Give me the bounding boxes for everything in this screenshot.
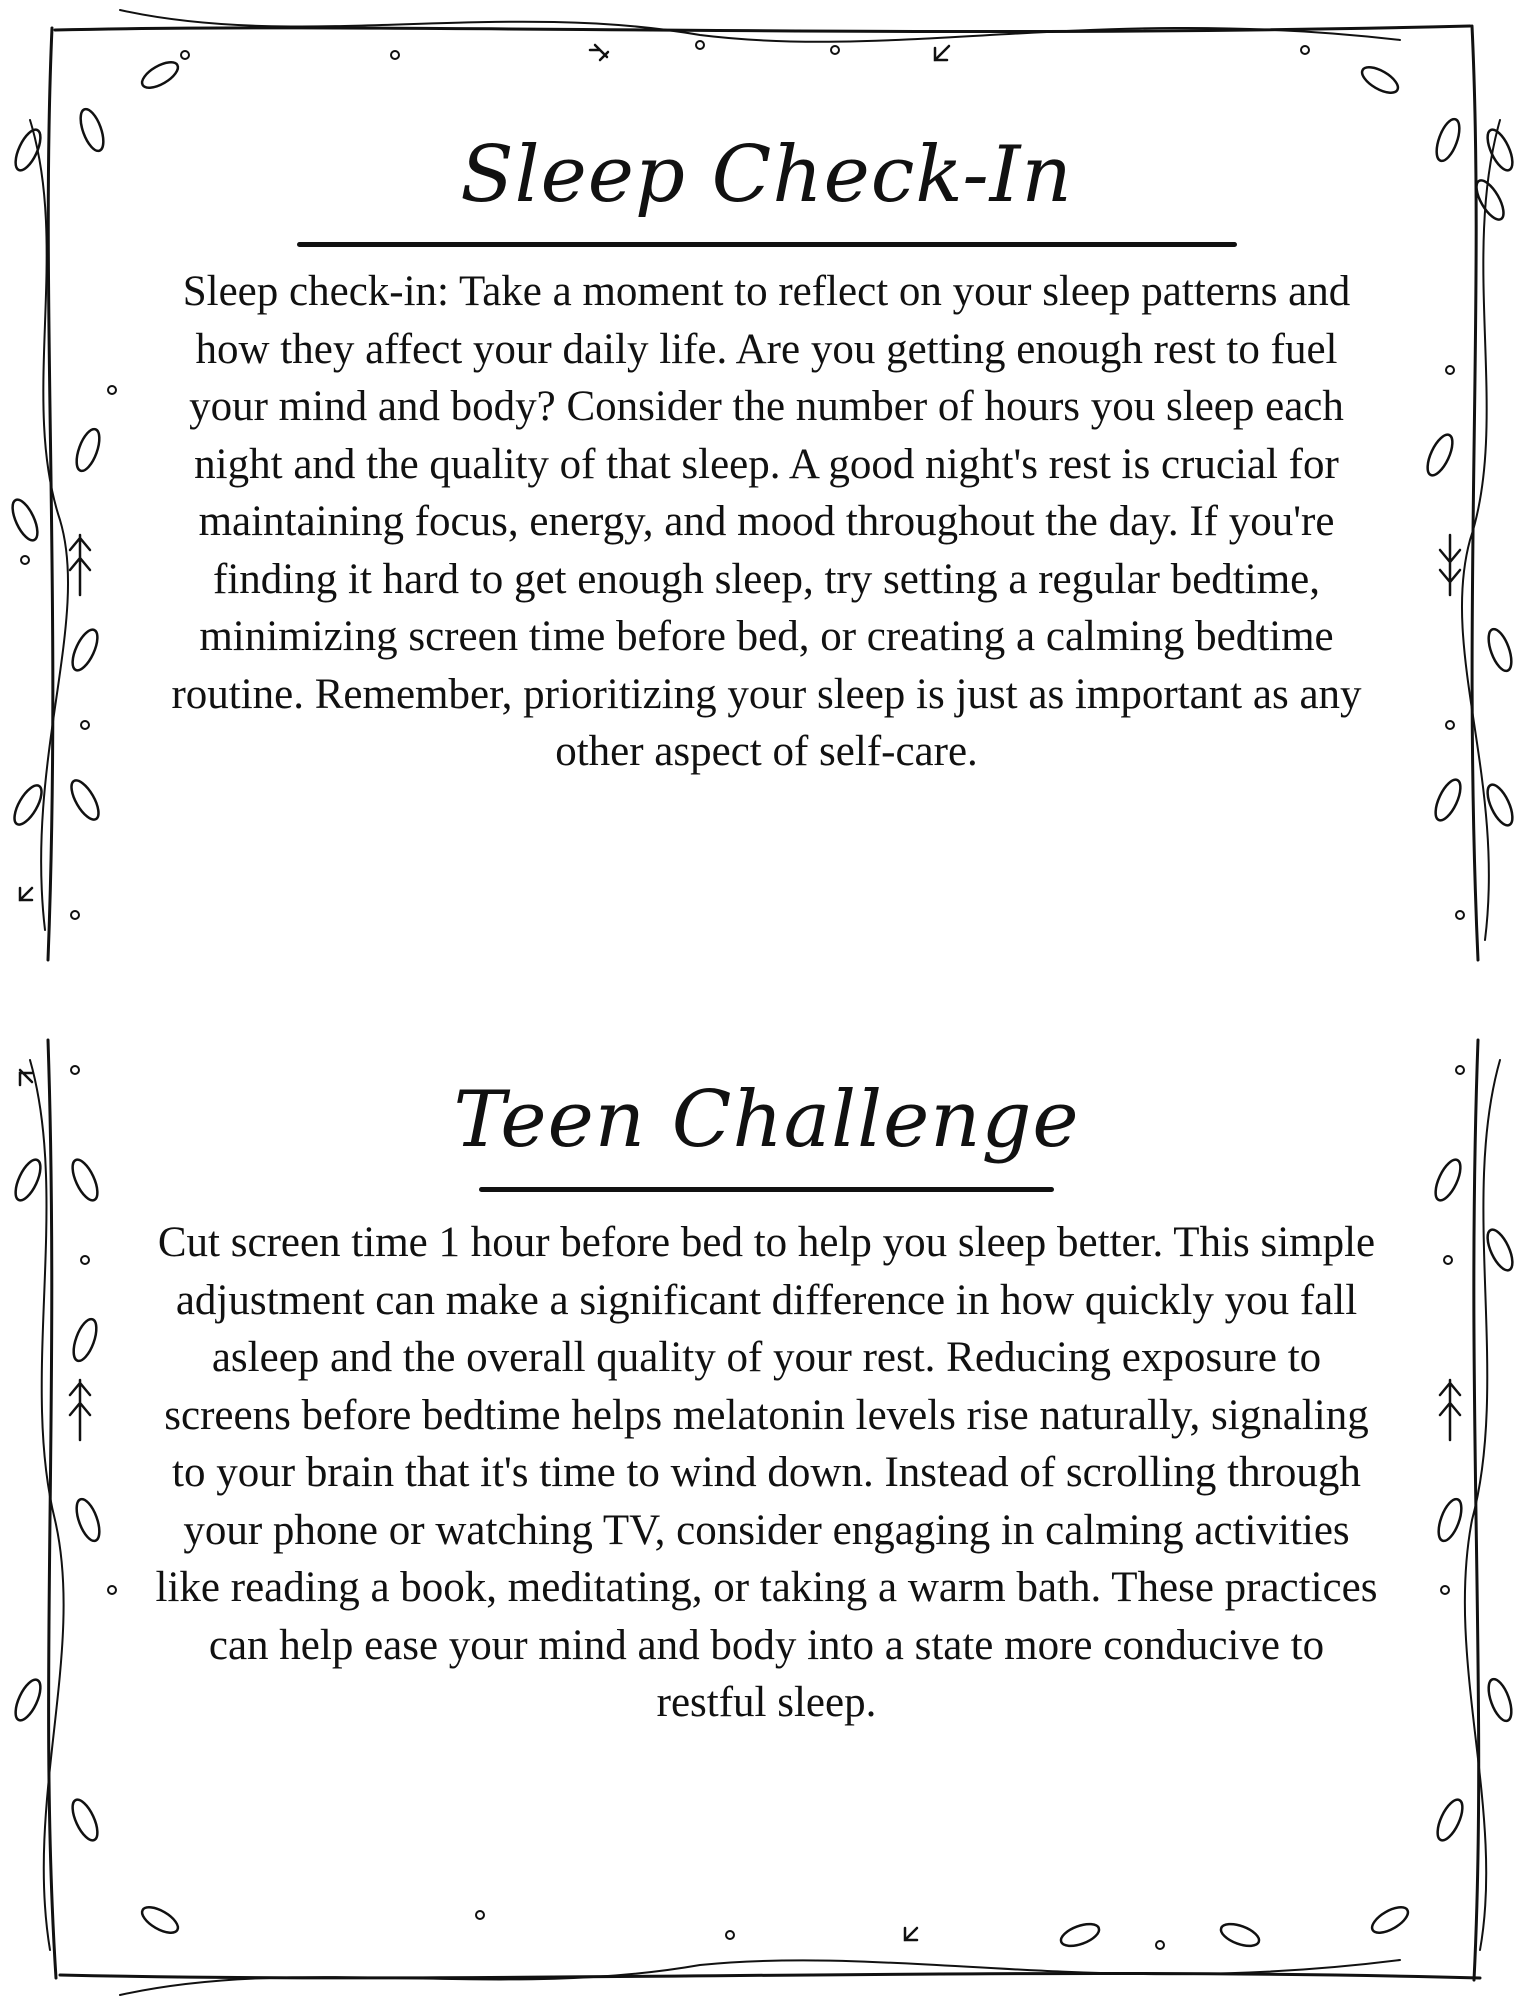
sleep-check-in-divider <box>297 242 1237 247</box>
teen-challenge-body: Cut screen time 1 hour before bed to help you sleep better. This simple adjustment can make a significant difference in how quickly you fall asleep and the overall quality of your rest. Reducing exposure to screens before bedtime helps melatonin levels rise naturally, signaling to your brain that it's time to wind down. Instead of scrolling through your phone or watching TV, consider engaging in calming activities like reading a book, meditating, or taking a warm bath. These practices can help ease your mind and body into a state more conducive to restful sleep. <box>155 1219 1378 1726</box>
sleep-check-in-section <box>0 120 1533 781</box>
sleep-check-in-body: Sleep check-in: Take a moment to reflect on your sleep patterns and how they affect your daily life. Are you getting enough rest to fuel your mind and body? Consider the number of hours you sleep each night and the quality of that sleep. A good night's rest is crucial for maintaining focus, energy, and mood throughout the day. If you're finding it hard to get enough sleep, try setting a regular bedtime, minimizing screen time before bed, or creating a calming bedtime routine. Remember, prioritizing your sleep is just as important as any other aspect of self-care. <box>171 268 1362 775</box>
teen-challenge-section <box>0 1065 1533 1732</box>
sleep-check-in-title: Sleep Check-In <box>460 130 1073 220</box>
teen-challenge-title: Teen Challenge <box>453 1075 1080 1165</box>
teen-challenge-divider <box>479 1187 1054 1192</box>
